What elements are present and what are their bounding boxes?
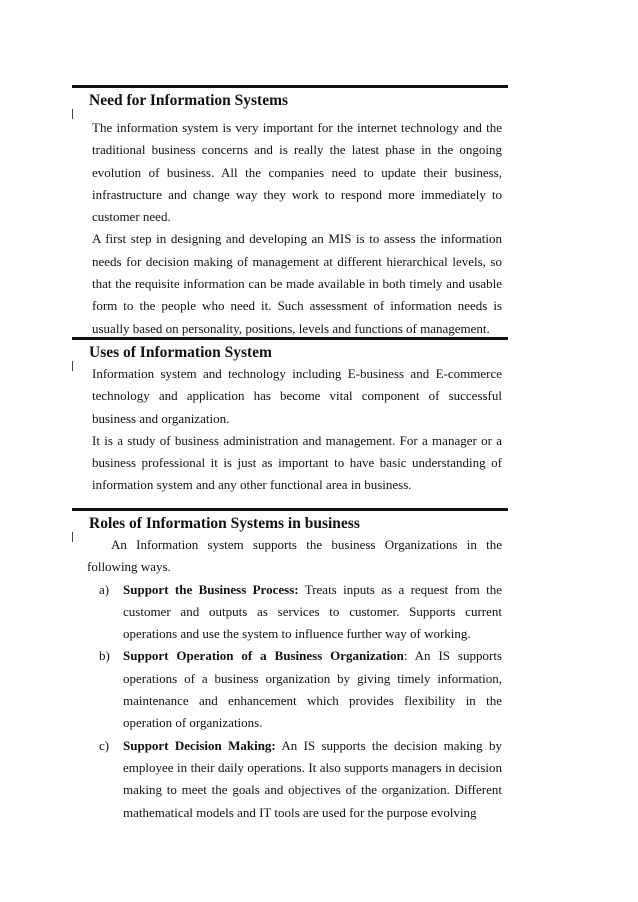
section-roles [72, 508, 508, 824]
list-item [72, 645, 508, 734]
section-heading: Need for Information Systems [89, 92, 289, 109]
item-title: Support the Business Process: [123, 581, 299, 597]
section-divider-tick [72, 109, 73, 119]
paragraph: It is a study of business administration and management. For a manager or a business professional it is just as important to have basic understanding of information system and any other functional area in business. [92, 432, 502, 493]
section-need [72, 85, 508, 340]
paragraph: Information system and technology including E-business and E-commerce technology and application has become vital component of successful business and organization. [92, 366, 502, 426]
paragraph: A first step in designing and developing an MIS is to assess the information needs for decision making of management at different hierarchical levels, so that the requisite information can be made available in both timely and usable form to the people who need it. Such assessment of information needs is usually based on personality, positions, levels and functions of management. [92, 231, 502, 336]
item-text: An IS supports the decision making by employee in their daily operations. It also supports managers in decision making to meet the goals and objectives of the organization. Different mathematical models and IT tools are used for the purpose evolving [123, 737, 502, 820]
paragraph: The information system is very important for the internet technology and the traditional business concerns and is really the latest phase in the ongoing evolution of business. All the companies need to update their business, infrastructure and change way they work to respond more immediately to customer need. [92, 120, 502, 225]
item-text: Treats inputs as a request from the customer and outputs as services to customer. Supports current operations and use the system to influence further way of working. [123, 581, 502, 642]
item-title: Support Operation of a Business Organization [123, 648, 404, 664]
section-divider-tick [72, 532, 73, 542]
section-uses [72, 337, 508, 497]
intro-paragraph: An Information system supports the business Organizations in the following ways. [87, 537, 502, 575]
section-divider-tick [72, 361, 73, 371]
list-marker: b) [99, 648, 110, 664]
list-item [72, 735, 508, 824]
item-text: : An IS supports operations of a business organization by giving timely information, maintenance and enhancement which provides flexibility in the operation of organizations. [123, 648, 502, 731]
item-title: Support Decision Making: [123, 737, 276, 753]
roles-list [72, 579, 508, 824]
list-marker: a) [99, 581, 110, 597]
list-marker: c) [99, 737, 110, 753]
section-heading: Uses of Information System [89, 344, 272, 361]
section-heading: Roles of Information Systems in business [89, 515, 360, 532]
list-item [72, 579, 508, 646]
